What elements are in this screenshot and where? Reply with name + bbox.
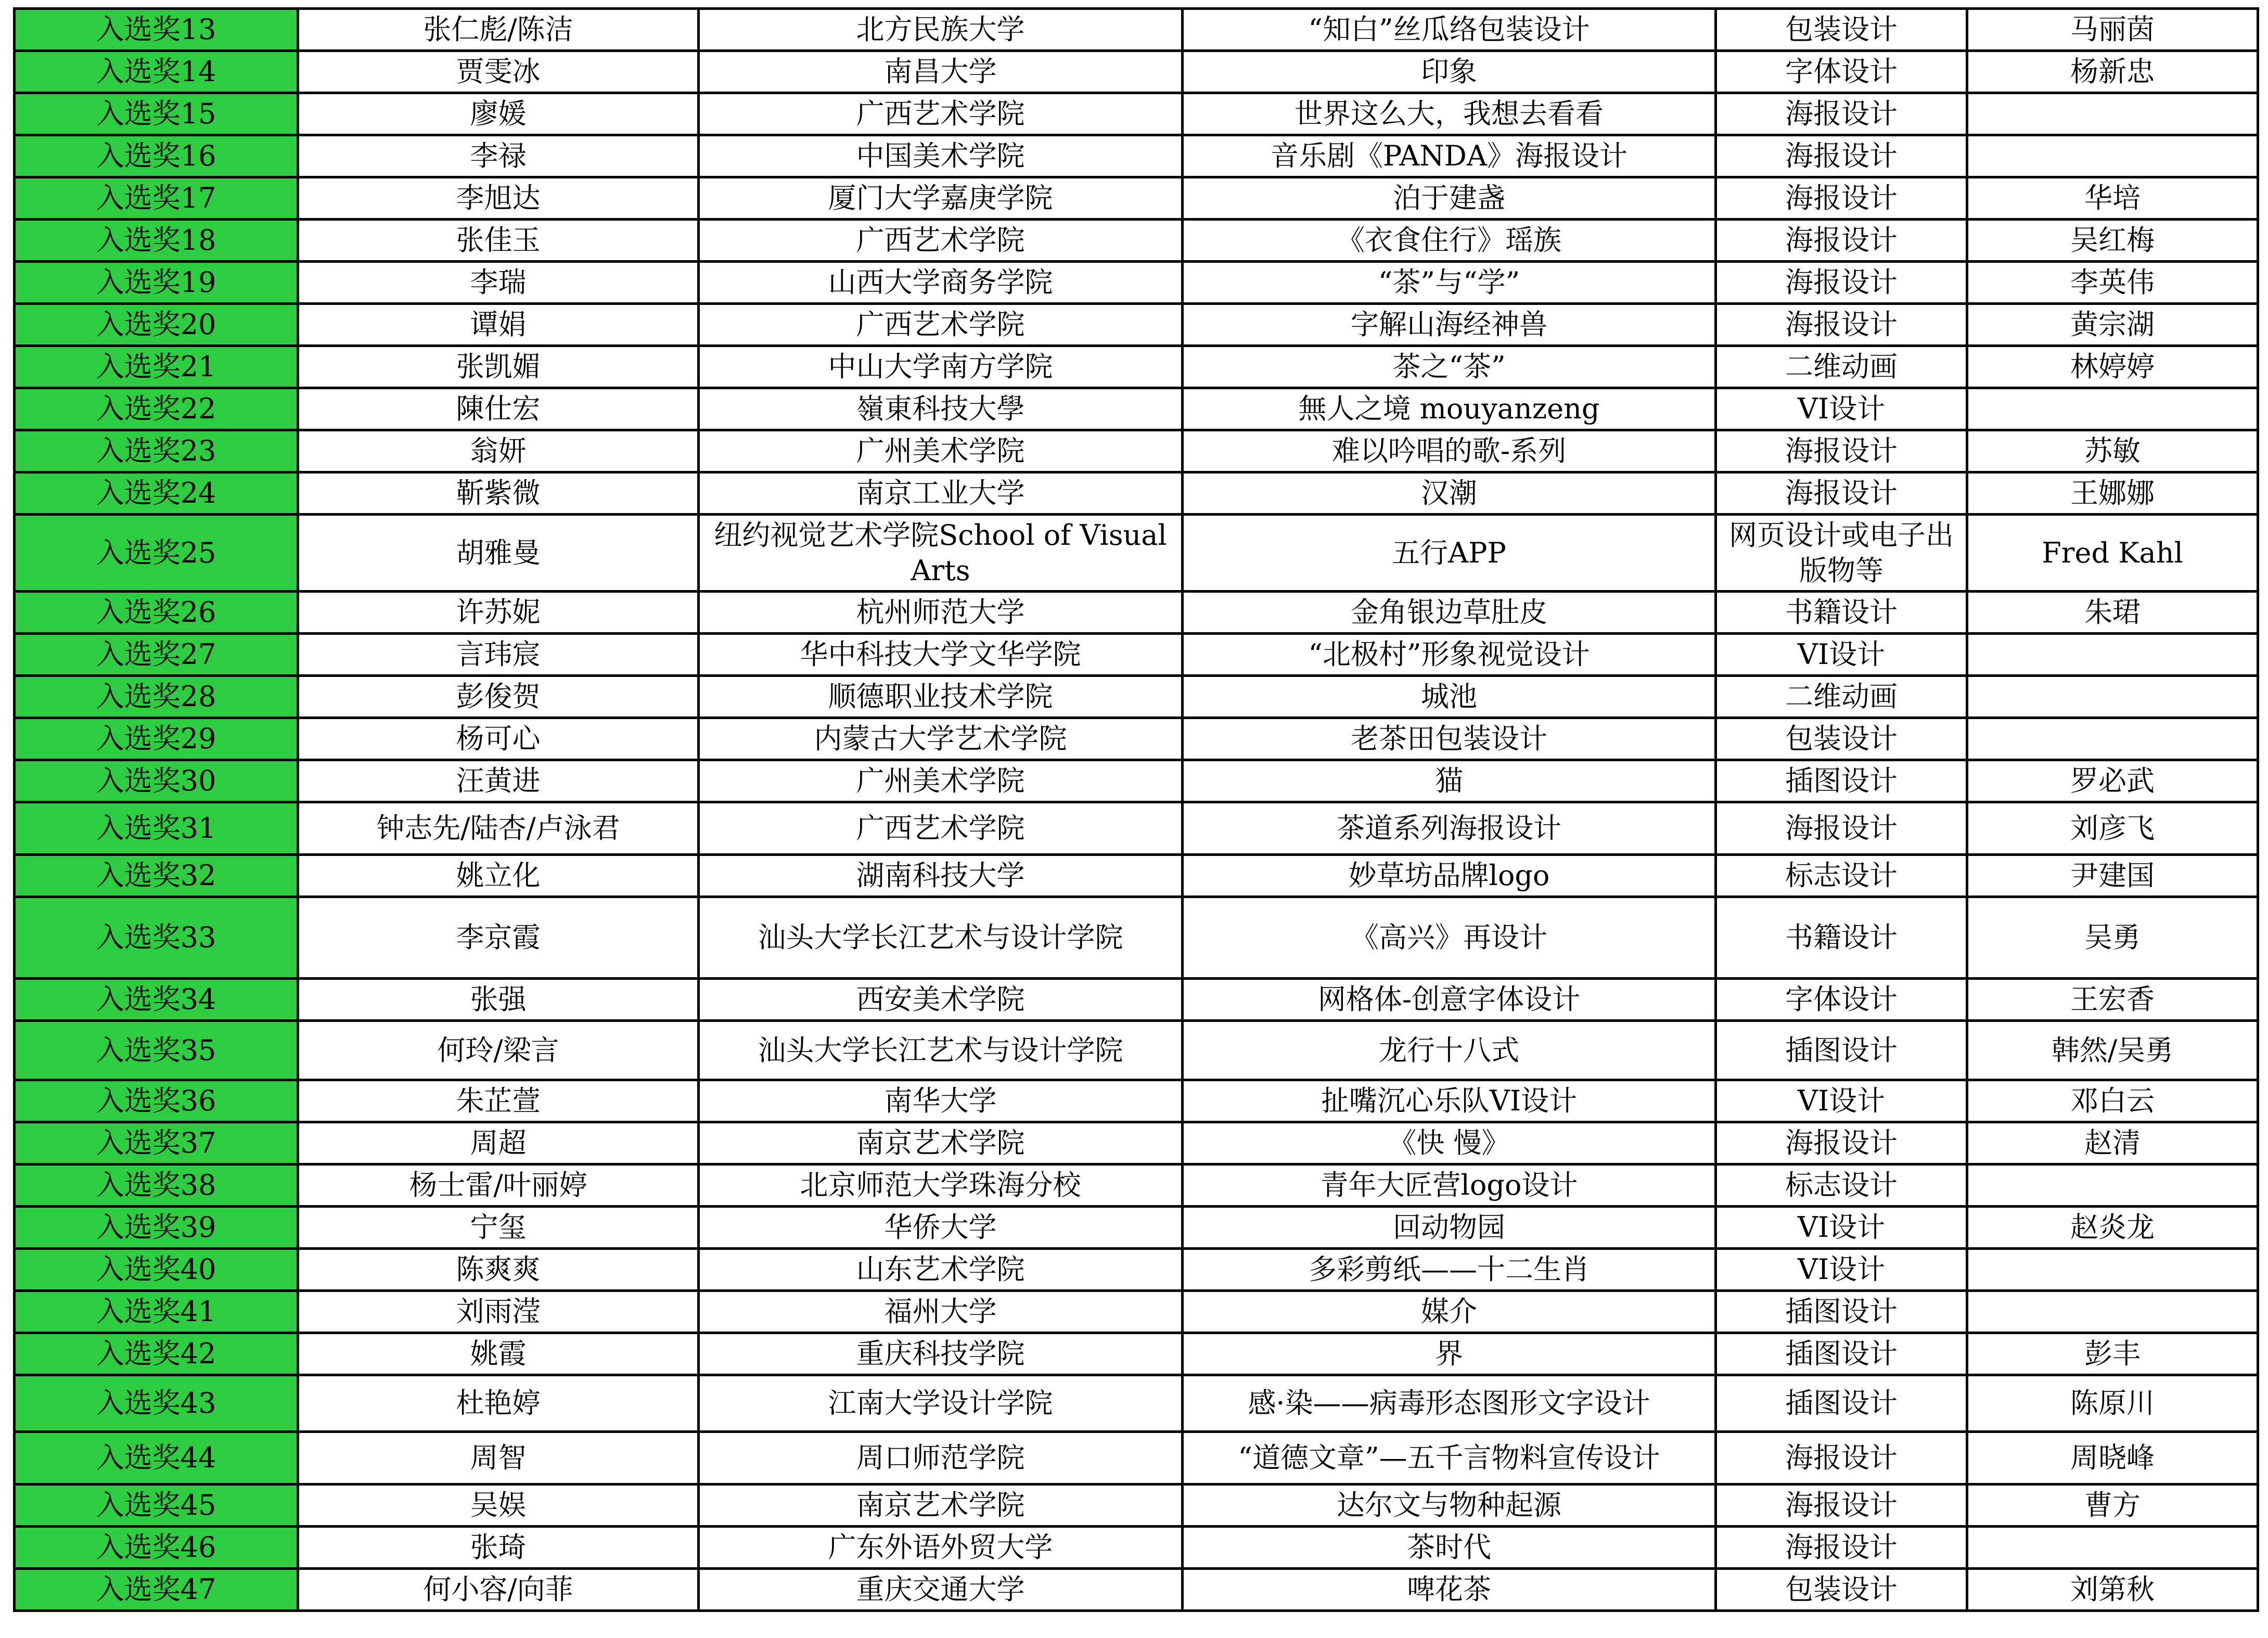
category-cell: 海报设计 bbox=[1716, 93, 1967, 135]
school-cell: 汕头大学长江艺术与设计学院 bbox=[699, 897, 1183, 979]
title-cell: 网格体-创意字体设计 bbox=[1183, 979, 1716, 1021]
school-cell: 南京工业大学 bbox=[699, 472, 1183, 515]
category-cell: 网页设计或电子出版物等 bbox=[1716, 515, 1967, 592]
award-cell: 入选奖38 bbox=[15, 1164, 298, 1207]
award-cell: 入选奖20 bbox=[15, 304, 298, 346]
category-cell: 插图设计 bbox=[1716, 760, 1967, 802]
school-cell: 广西艺术学院 bbox=[699, 93, 1183, 135]
author-cell: 李旭达 bbox=[298, 177, 699, 220]
author-cell: 何小容/向菲 bbox=[298, 1569, 699, 1611]
title-cell: 妙草坊品牌logo bbox=[1183, 855, 1716, 897]
school-cell: 华侨大学 bbox=[699, 1207, 1183, 1249]
school-cell: 福州大学 bbox=[699, 1291, 1183, 1333]
table-row bbox=[15, 472, 2258, 515]
advisor-cell: 杨新忠 bbox=[1967, 51, 2258, 93]
title-cell: 感·染——病毒形态图形文字设计 bbox=[1183, 1375, 1716, 1432]
advisor-cell: 王宏香 bbox=[1967, 979, 2258, 1021]
school-cell: 中山大学南方学院 bbox=[699, 346, 1183, 388]
award-cell: 入选奖42 bbox=[15, 1333, 298, 1375]
title-cell: “道德文章”—五千言物料宣传设计 bbox=[1183, 1432, 1716, 1485]
author-cell: 宁玺 bbox=[298, 1207, 699, 1249]
table-row bbox=[15, 262, 2258, 304]
school-cell: 嶺東科技大學 bbox=[699, 388, 1183, 430]
author-cell: 姚霞 bbox=[298, 1333, 699, 1375]
author-cell: 靳紫微 bbox=[298, 472, 699, 515]
advisor-cell: 尹建国 bbox=[1967, 855, 2258, 897]
advisor-cell bbox=[1967, 1249, 2258, 1291]
award-cell: 入选奖23 bbox=[15, 430, 298, 472]
table-row bbox=[15, 93, 2258, 135]
category-cell: VI设计 bbox=[1716, 1080, 1967, 1122]
school-cell: 广西艺术学院 bbox=[699, 220, 1183, 262]
author-cell: 姚立化 bbox=[298, 855, 699, 897]
award-cell: 入选奖45 bbox=[15, 1485, 298, 1527]
table-row bbox=[15, 515, 2258, 592]
advisor-cell bbox=[1967, 1527, 2258, 1569]
author-cell: 吴娱 bbox=[298, 1485, 699, 1527]
award-cell: 入选奖32 bbox=[15, 855, 298, 897]
category-cell: 插图设计 bbox=[1716, 1375, 1967, 1432]
school-cell: 中国美术学院 bbox=[699, 135, 1183, 177]
award-cell: 入选奖39 bbox=[15, 1207, 298, 1249]
category-cell: 海报设计 bbox=[1716, 1485, 1967, 1527]
category-cell: VI设计 bbox=[1716, 388, 1967, 430]
school-cell: 周口师范学院 bbox=[699, 1432, 1183, 1485]
author-cell: 陈爽爽 bbox=[298, 1249, 699, 1291]
school-cell: 纽约视觉艺术学院School of Visual Arts bbox=[699, 515, 1183, 592]
advisor-cell: 刘彦飞 bbox=[1967, 802, 2258, 855]
table-row bbox=[15, 1249, 2258, 1291]
school-cell: 杭州师范大学 bbox=[699, 592, 1183, 634]
table-row bbox=[15, 177, 2258, 220]
award-cell: 入选奖18 bbox=[15, 220, 298, 262]
table-row bbox=[15, 855, 2258, 897]
table-row bbox=[15, 718, 2258, 760]
category-cell: 书籍设计 bbox=[1716, 897, 1967, 979]
award-cell: 入选奖26 bbox=[15, 592, 298, 634]
award-cell: 入选奖14 bbox=[15, 51, 298, 93]
category-cell: 海报设计 bbox=[1716, 430, 1967, 472]
advisor-cell: 吴勇 bbox=[1967, 897, 2258, 979]
advisor-cell bbox=[1967, 1164, 2258, 1207]
award-cell: 入选奖47 bbox=[15, 1569, 298, 1611]
title-cell: 猫 bbox=[1183, 760, 1716, 802]
category-cell: 插图设计 bbox=[1716, 1021, 1967, 1080]
table-row bbox=[15, 1485, 2258, 1527]
table-row bbox=[15, 1291, 2258, 1333]
school-cell: 南京艺术学院 bbox=[699, 1122, 1183, 1164]
author-cell: 杨可心 bbox=[298, 718, 699, 760]
category-cell: 二维动画 bbox=[1716, 346, 1967, 388]
table-row bbox=[15, 676, 2258, 718]
title-cell: 城池 bbox=[1183, 676, 1716, 718]
author-cell: 朱芷萱 bbox=[298, 1080, 699, 1122]
advisor-cell bbox=[1967, 676, 2258, 718]
category-cell: 海报设计 bbox=[1716, 262, 1967, 304]
award-cell: 入选奖21 bbox=[15, 346, 298, 388]
advisor-cell bbox=[1967, 1291, 2258, 1333]
school-cell: 广东外语外贸大学 bbox=[699, 1527, 1183, 1569]
advisor-cell: 韩然/吴勇 bbox=[1967, 1021, 2258, 1080]
author-cell: 陳仕宏 bbox=[298, 388, 699, 430]
advisor-cell: 王娜娜 bbox=[1967, 472, 2258, 515]
title-cell: “知白”丝瓜络包装设计 bbox=[1183, 9, 1716, 51]
title-cell: 汉潮 bbox=[1183, 472, 1716, 515]
author-cell: 周超 bbox=[298, 1122, 699, 1164]
award-cell: 入选奖25 bbox=[15, 515, 298, 592]
advisor-cell: Fred Kahl bbox=[1967, 515, 2258, 592]
school-cell: 内蒙古大学艺术学院 bbox=[699, 718, 1183, 760]
awards-table bbox=[13, 7, 2259, 1612]
school-cell: 湖南科技大学 bbox=[699, 855, 1183, 897]
category-cell: 包装设计 bbox=[1716, 718, 1967, 760]
title-cell: 音乐剧《PANDA》海报设计 bbox=[1183, 135, 1716, 177]
category-cell: 海报设计 bbox=[1716, 1527, 1967, 1569]
award-cell: 入选奖34 bbox=[15, 979, 298, 1021]
award-cell: 入选奖27 bbox=[15, 634, 298, 676]
title-cell: 多彩剪纸——十二生肖 bbox=[1183, 1249, 1716, 1291]
award-cell: 入选奖16 bbox=[15, 135, 298, 177]
category-cell: 包装设计 bbox=[1716, 9, 1967, 51]
author-cell: 张佳玉 bbox=[298, 220, 699, 262]
advisor-cell: 朱珺 bbox=[1967, 592, 2258, 634]
advisor-cell bbox=[1967, 135, 2258, 177]
advisor-cell: 曹方 bbox=[1967, 1485, 2258, 1527]
table-row bbox=[15, 634, 2258, 676]
award-cell: 入选奖31 bbox=[15, 802, 298, 855]
author-cell: 彭俊贺 bbox=[298, 676, 699, 718]
category-cell: 包装设计 bbox=[1716, 1569, 1967, 1611]
advisor-cell bbox=[1967, 93, 2258, 135]
category-cell: 海报设计 bbox=[1716, 472, 1967, 515]
title-cell: 青年大匠营logo设计 bbox=[1183, 1164, 1716, 1207]
school-cell: 西安美术学院 bbox=[699, 979, 1183, 1021]
table-row bbox=[15, 1021, 2258, 1080]
title-cell: 龙行十八式 bbox=[1183, 1021, 1716, 1080]
award-cell: 入选奖36 bbox=[15, 1080, 298, 1122]
author-cell: 钟志先/陆杏/卢泳君 bbox=[298, 802, 699, 855]
school-cell: 山东艺术学院 bbox=[699, 1249, 1183, 1291]
category-cell: 海报设计 bbox=[1716, 220, 1967, 262]
award-cell: 入选奖30 bbox=[15, 760, 298, 802]
author-cell: 廖媛 bbox=[298, 93, 699, 135]
author-cell: 许苏妮 bbox=[298, 592, 699, 634]
school-cell: 重庆交通大学 bbox=[699, 1569, 1183, 1611]
advisor-cell: 彭丰 bbox=[1967, 1333, 2258, 1375]
table-row bbox=[15, 592, 2258, 634]
title-cell: 金角银边草肚皮 bbox=[1183, 592, 1716, 634]
table-row bbox=[15, 802, 2258, 855]
title-cell: 茶之“茶” bbox=[1183, 346, 1716, 388]
title-cell: “北极村”形象视觉设计 bbox=[1183, 634, 1716, 676]
school-cell: 广西艺术学院 bbox=[699, 802, 1183, 855]
advisor-cell: 周晓峰 bbox=[1967, 1432, 2258, 1485]
category-cell: 标志设计 bbox=[1716, 1164, 1967, 1207]
category-cell: 海报设计 bbox=[1716, 177, 1967, 220]
award-cell: 入选奖33 bbox=[15, 897, 298, 979]
advisor-cell: 邓白云 bbox=[1967, 1080, 2258, 1122]
title-cell: 茶时代 bbox=[1183, 1527, 1716, 1569]
title-cell: 啤花茶 bbox=[1183, 1569, 1716, 1611]
school-cell: 广州美术学院 bbox=[699, 430, 1183, 472]
title-cell: 《快 慢》 bbox=[1183, 1122, 1716, 1164]
award-cell: 入选奖15 bbox=[15, 93, 298, 135]
table-row bbox=[15, 1569, 2258, 1611]
advisor-cell: 刘第秋 bbox=[1967, 1569, 2258, 1611]
category-cell: 二维动画 bbox=[1716, 676, 1967, 718]
advisor-cell: 马丽茵 bbox=[1967, 9, 2258, 51]
school-cell: 华中科技大学文华学院 bbox=[699, 634, 1183, 676]
author-cell: 刘雨滢 bbox=[298, 1291, 699, 1333]
title-cell: 世界这么大，我想去看看 bbox=[1183, 93, 1716, 135]
award-cell: 入选奖28 bbox=[15, 676, 298, 718]
author-cell: 谭娟 bbox=[298, 304, 699, 346]
title-cell: 《高兴》再设计 bbox=[1183, 897, 1716, 979]
category-cell: 海报设计 bbox=[1716, 304, 1967, 346]
advisor-cell bbox=[1967, 718, 2258, 760]
table-row bbox=[15, 1333, 2258, 1375]
award-cell: 入选奖22 bbox=[15, 388, 298, 430]
category-cell: 书籍设计 bbox=[1716, 592, 1967, 634]
advisor-cell: 吴红梅 bbox=[1967, 220, 2258, 262]
advisor-cell: 罗必武 bbox=[1967, 760, 2258, 802]
school-cell: 广西艺术学院 bbox=[699, 304, 1183, 346]
title-cell: 印象 bbox=[1183, 51, 1716, 93]
advisor-cell: 华培 bbox=[1967, 177, 2258, 220]
title-cell: 老茶田包装设计 bbox=[1183, 718, 1716, 760]
author-cell: 张琦 bbox=[298, 1527, 699, 1569]
title-cell: 無人之境 mouyanzeng bbox=[1183, 388, 1716, 430]
advisor-cell: 李英伟 bbox=[1967, 262, 2258, 304]
school-cell: 南京艺术学院 bbox=[699, 1485, 1183, 1527]
title-cell: 难以吟唱的歌-系列 bbox=[1183, 430, 1716, 472]
award-cell: 入选奖35 bbox=[15, 1021, 298, 1080]
school-cell: 广州美术学院 bbox=[699, 760, 1183, 802]
title-cell: 茶道系列海报设计 bbox=[1183, 802, 1716, 855]
award-cell: 入选奖44 bbox=[15, 1432, 298, 1485]
award-cell: 入选奖24 bbox=[15, 472, 298, 515]
author-cell: 李禄 bbox=[298, 135, 699, 177]
advisor-cell bbox=[1967, 388, 2258, 430]
author-cell: 李瑞 bbox=[298, 262, 699, 304]
school-cell: 山西大学商务学院 bbox=[699, 262, 1183, 304]
table-row bbox=[15, 135, 2258, 177]
school-cell: 北方民族大学 bbox=[699, 9, 1183, 51]
school-cell: 南昌大学 bbox=[699, 51, 1183, 93]
award-cell: 入选奖29 bbox=[15, 718, 298, 760]
author-cell: 张凯媚 bbox=[298, 346, 699, 388]
category-cell: 插图设计 bbox=[1716, 1333, 1967, 1375]
category-cell: VI设计 bbox=[1716, 1207, 1967, 1249]
author-cell: 汪黄进 bbox=[298, 760, 699, 802]
award-cell: 入选奖41 bbox=[15, 1291, 298, 1333]
table-row bbox=[15, 346, 2258, 388]
author-cell: 周智 bbox=[298, 1432, 699, 1485]
category-cell: 标志设计 bbox=[1716, 855, 1967, 897]
title-cell: “茶”与“学” bbox=[1183, 262, 1716, 304]
category-cell: VI设计 bbox=[1716, 634, 1967, 676]
school-cell: 顺德职业技术学院 bbox=[699, 676, 1183, 718]
table-row bbox=[15, 51, 2258, 93]
table-row bbox=[15, 1207, 2258, 1249]
author-cell: 张仁彪/陈洁 bbox=[298, 9, 699, 51]
award-cell: 入选奖13 bbox=[15, 9, 298, 51]
title-cell: 回动物园 bbox=[1183, 1207, 1716, 1249]
award-cell: 入选奖40 bbox=[15, 1249, 298, 1291]
advisor-cell: 赵炎龙 bbox=[1967, 1207, 2258, 1249]
author-cell: 张强 bbox=[298, 979, 699, 1021]
title-cell: 字解山海经神兽 bbox=[1183, 304, 1716, 346]
table-row bbox=[15, 9, 2258, 51]
school-cell: 厦门大学嘉庚学院 bbox=[699, 177, 1183, 220]
title-cell: 达尔文与物种起源 bbox=[1183, 1485, 1716, 1527]
category-cell: 海报设计 bbox=[1716, 1432, 1967, 1485]
school-cell: 江南大学设计学院 bbox=[699, 1375, 1183, 1432]
advisor-cell: 苏敏 bbox=[1967, 430, 2258, 472]
school-cell: 南华大学 bbox=[699, 1080, 1183, 1122]
table-row bbox=[15, 304, 2258, 346]
award-cell: 入选奖17 bbox=[15, 177, 298, 220]
award-cell: 入选奖37 bbox=[15, 1122, 298, 1164]
author-cell: 言玮宸 bbox=[298, 634, 699, 676]
advisor-cell: 林婷婷 bbox=[1967, 346, 2258, 388]
author-cell: 何玲/梁言 bbox=[298, 1021, 699, 1080]
title-cell: 《衣食住行》瑶族 bbox=[1183, 220, 1716, 262]
author-cell: 翁妍 bbox=[298, 430, 699, 472]
table-row bbox=[15, 1164, 2258, 1207]
title-cell: 媒介 bbox=[1183, 1291, 1716, 1333]
category-cell: 海报设计 bbox=[1716, 802, 1967, 855]
table-row bbox=[15, 220, 2258, 262]
school-cell: 北京师范大学珠海分校 bbox=[699, 1164, 1183, 1207]
table-row bbox=[15, 760, 2258, 802]
title-cell: 泊于建盏 bbox=[1183, 177, 1716, 220]
table-row bbox=[15, 1122, 2258, 1164]
category-cell: VI设计 bbox=[1716, 1249, 1967, 1291]
title-cell: 扯嘴沉心乐队VI设计 bbox=[1183, 1080, 1716, 1122]
table-row bbox=[15, 1080, 2258, 1122]
table-row bbox=[15, 897, 2258, 979]
category-cell: 插图设计 bbox=[1716, 1291, 1967, 1333]
category-cell: 海报设计 bbox=[1716, 1122, 1967, 1164]
award-cell: 入选奖46 bbox=[15, 1527, 298, 1569]
school-cell: 重庆科技学院 bbox=[699, 1333, 1183, 1375]
author-cell: 杨士雷/叶丽婷 bbox=[298, 1164, 699, 1207]
school-cell: 汕头大学长江艺术与设计学院 bbox=[699, 1021, 1183, 1080]
category-cell: 字体设计 bbox=[1716, 979, 1967, 1021]
awards-table-body bbox=[15, 9, 2258, 1611]
advisor-cell: 赵清 bbox=[1967, 1122, 2258, 1164]
author-cell: 杜艳婷 bbox=[298, 1375, 699, 1432]
author-cell: 胡雅曼 bbox=[298, 515, 699, 592]
category-cell: 海报设计 bbox=[1716, 135, 1967, 177]
table-row bbox=[15, 430, 2258, 472]
title-cell: 五行APP bbox=[1183, 515, 1716, 592]
category-cell: 字体设计 bbox=[1716, 51, 1967, 93]
advisor-cell: 陈原川 bbox=[1967, 1375, 2258, 1432]
table-row bbox=[15, 388, 2258, 430]
table-row bbox=[15, 1375, 2258, 1432]
table-row bbox=[15, 1527, 2258, 1569]
table-row bbox=[15, 1432, 2258, 1485]
award-cell: 入选奖43 bbox=[15, 1375, 298, 1432]
title-cell: 界 bbox=[1183, 1333, 1716, 1375]
advisor-cell: 黄宗湖 bbox=[1967, 304, 2258, 346]
table-row bbox=[15, 979, 2258, 1021]
author-cell: 贾雯冰 bbox=[298, 51, 699, 93]
award-cell: 入选奖19 bbox=[15, 262, 298, 304]
advisor-cell bbox=[1967, 634, 2258, 676]
author-cell: 李京霞 bbox=[298, 897, 699, 979]
